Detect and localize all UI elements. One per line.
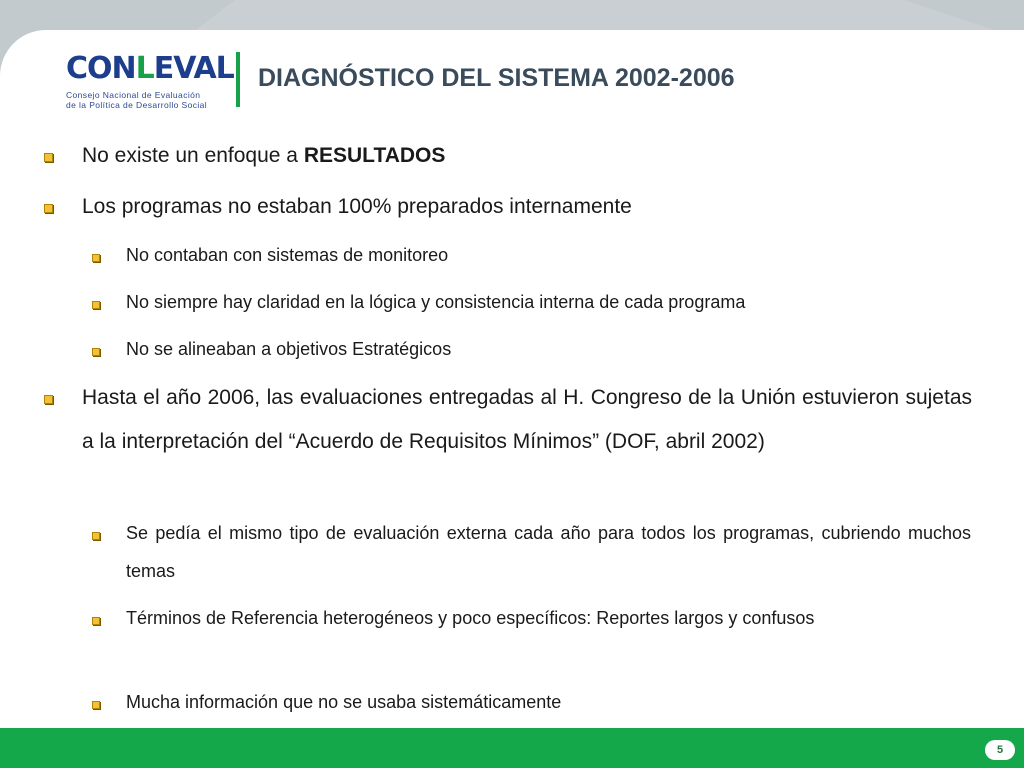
list-item-text: Se pedía el mismo tipo de evaluación externa cada año para todos los programas, cubriendo muchos temas	[126, 523, 971, 581]
list-item-text: Los programas no estaban 100% preparados internamente	[82, 195, 632, 218]
bullet-icon	[44, 153, 53, 162]
list-item-text: No siempre hay claridad en la lógica y consistencia interna de cada programa	[126, 292, 746, 312]
logo-subtitle-2: de la Política de Desarrollo Social	[66, 100, 208, 110]
list-item-text: Hasta el año 2006, las evaluaciones entregadas al H. Congreso de la Unión estuvieron sujetas a la interpretación del “Acuerdo de Requisitos Mínimos” (DOF, abril 2002)	[82, 386, 972, 453]
list-item-text: Mucha información que no se usaba sistemáticamente	[126, 692, 562, 712]
bullet-icon	[44, 204, 53, 213]
list-item-text: No se alineaban a objetivos Estratégicos	[126, 339, 452, 359]
logo-word-left: CON	[66, 51, 136, 86]
bullet-icon	[44, 395, 53, 404]
bullet-icon	[92, 701, 100, 709]
logo-word-right: EVAL	[153, 51, 234, 86]
page-title: DIAGNÓSTICO DEL SISTEMA 2002-2006	[258, 64, 735, 92]
list-item-text	[82, 134, 445, 178]
bullet-icon	[92, 301, 100, 309]
bullet-icon	[92, 348, 100, 356]
logo-subtitle-1: Consejo Nacional de Evaluación	[66, 90, 201, 100]
list-item-text: Términos de Referencia heterogéneos y poco específicos: Reportes largos y confusos	[126, 608, 815, 628]
bullet-icon	[92, 532, 100, 540]
list-item-text-bold: RESULTADOS	[303, 144, 446, 167]
page-number: 5	[985, 740, 1015, 760]
bullet-icon	[92, 254, 100, 262]
logo-word-mid: L	[135, 51, 154, 86]
list-item-text-plain: No existe un enfoque a	[82, 144, 304, 167]
bullet-icon	[92, 617, 100, 625]
list-item-text: No contaban con sistemas de monitoreo	[126, 245, 449, 265]
